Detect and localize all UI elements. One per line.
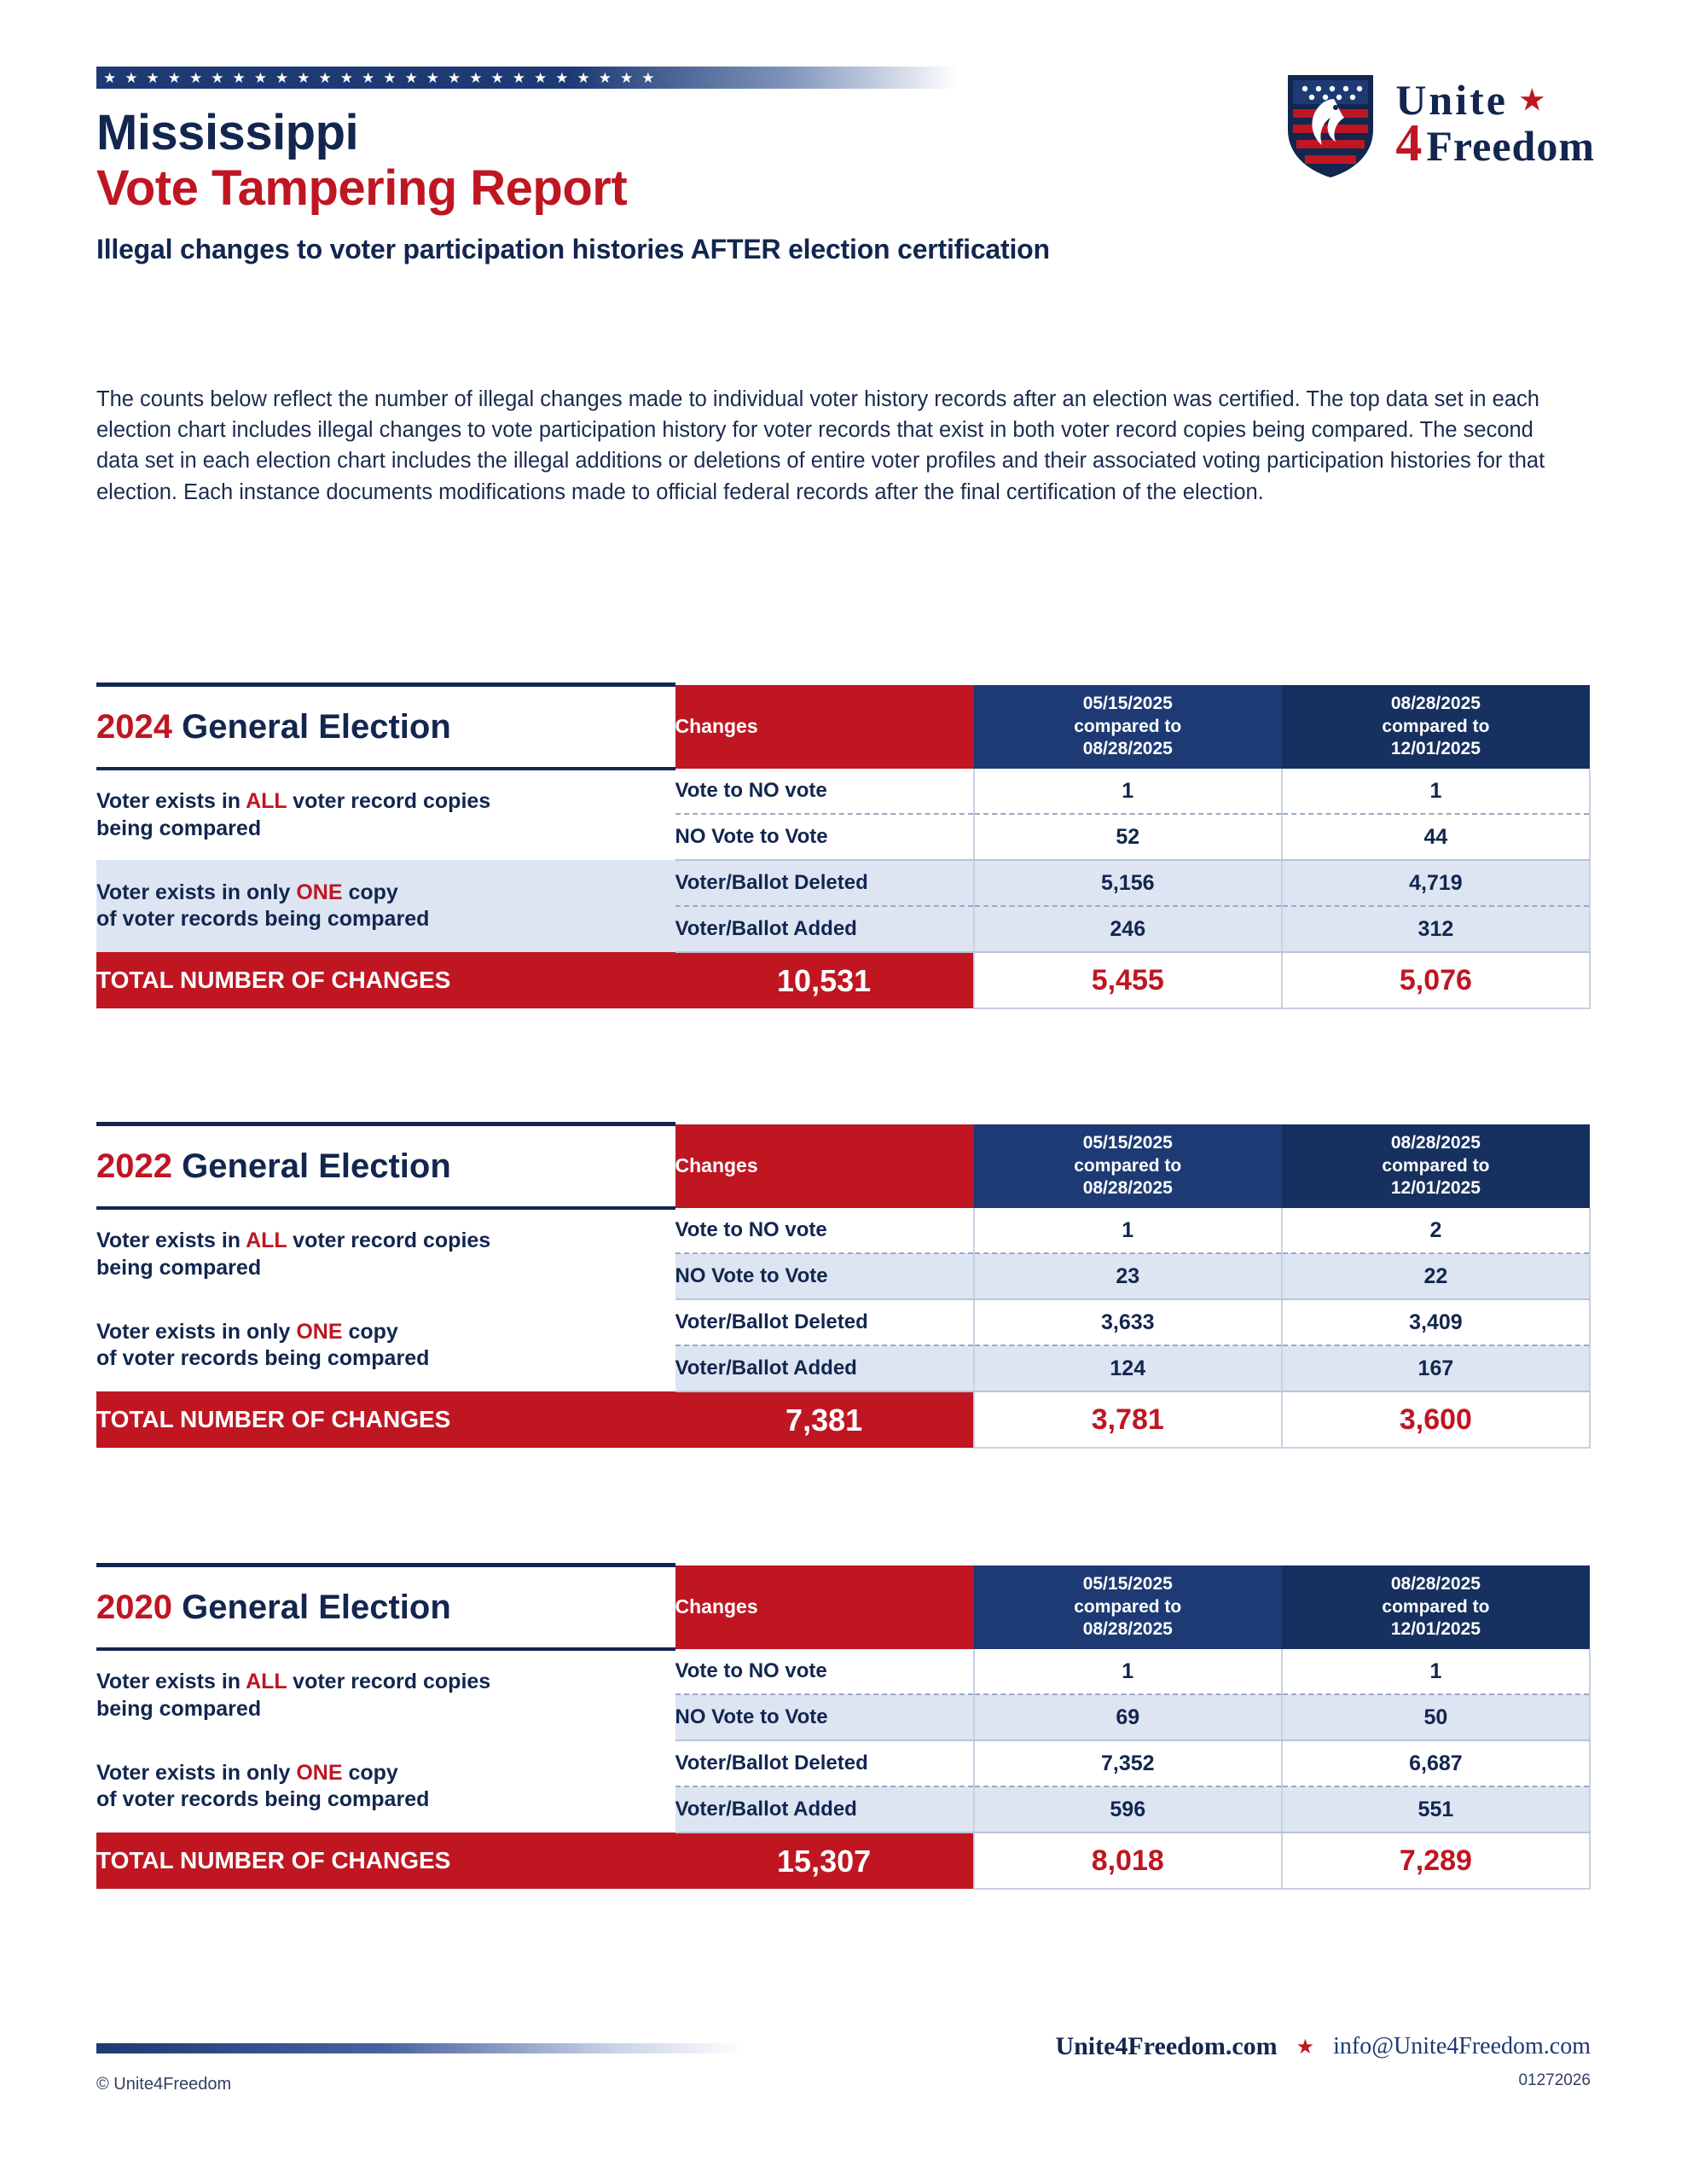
comparison-col1-header <box>974 1565 1282 1650</box>
footer-contact <box>1055 2032 1591 2061</box>
comparison-col2-header <box>1282 1565 1590 1650</box>
cell-col1: 1 <box>974 1649 1282 1694</box>
col2-date-from: 08/28/2025 <box>1390 694 1481 714</box>
star-icon: ★ <box>362 69 375 86</box>
page-subtitle: Illegal changes to voter participation histories AFTER election certification <box>96 233 1050 264</box>
cell-col1: 5,156 <box>974 860 1282 906</box>
election-year: 2024 <box>96 707 172 746</box>
cell-col1: 124 <box>974 1345 1282 1391</box>
table-row <box>96 1208 1590 1253</box>
group2-text-one: ONE <box>296 1760 343 1785</box>
row-label: Vote to NO vote <box>675 769 974 814</box>
intro-paragraph: The counts below reflect the number of illegal changes made to individual voter history records after an election was certified. The top data set in each election chart includes illegal changes to vote participation history for voter records that exist in both voter record copies being compared. The second data set in each election chart includes the illegal additions or deletions of entire voter profiles and their associated voting participation histories for that election. Each instance documents modifications made to official federal records after the final certification of the election. <box>96 387 1545 504</box>
page-title-state: Mississippi <box>96 105 359 160</box>
group1-text-all: ALL <box>246 1670 287 1694</box>
changes-column-header: Changes <box>675 1565 974 1650</box>
col1-date-from: 05/15/2025 <box>1082 694 1173 714</box>
brand-logo <box>1284 70 1595 179</box>
star-icon: ★ <box>232 69 246 86</box>
table-header-row <box>96 685 1590 770</box>
row-label: NO Vote to Vote <box>675 814 974 860</box>
cell-col2: 551 <box>1282 1786 1590 1833</box>
col2-date-to: 12/01/2025 <box>1390 738 1481 758</box>
col1-date-from: 05/15/2025 <box>1082 1133 1173 1153</box>
star-icon: ★ <box>512 69 525 86</box>
changes-column-header: Changes <box>675 1124 974 1209</box>
group1-text-c: voter record copies <box>287 1670 491 1694</box>
table-row <box>96 1649 1590 1694</box>
col1-compared-to: compared to <box>1074 1155 1182 1176</box>
total-col2: 5,076 <box>1282 952 1590 1008</box>
col2-compared-to: compared to <box>1382 716 1490 736</box>
group-label-all-copies <box>96 1649 675 1740</box>
table-title-2022 <box>96 1124 675 1209</box>
cell-col1: 7,352 <box>974 1740 1282 1786</box>
document-code: 01272026 <box>1518 2071 1591 2089</box>
star-icon: ★ <box>426 69 439 86</box>
group-label-one-copy <box>96 1740 675 1833</box>
star-icon: ★ <box>641 69 655 86</box>
cell-col2: 50 <box>1282 1694 1590 1740</box>
total-label: TOTAL NUMBER OF CHANGES <box>96 1391 675 1448</box>
logo-star-icon: ★ <box>1519 84 1547 115</box>
row-label: Vote to NO vote <box>675 1208 974 1253</box>
cell-col2: 6,687 <box>1282 1740 1590 1786</box>
star-icon: ★ <box>167 69 181 86</box>
star-icon: ★ <box>577 69 590 86</box>
col1-date-to: 08/28/2025 <box>1082 1177 1173 1198</box>
group1-text-d: being compared <box>96 1255 262 1280</box>
comparison-col1-header <box>974 1124 1282 1209</box>
cell-col2: 2 <box>1282 1208 1590 1253</box>
group1-text-all: ALL <box>246 789 287 814</box>
cell-col1: 1 <box>974 769 1282 814</box>
total-label: TOTAL NUMBER OF CHANGES <box>96 952 675 1008</box>
group2-text-one: ONE <box>296 1319 343 1344</box>
star-icon: ★ <box>555 69 569 86</box>
group1-text-a: Voter exists in <box>96 1228 246 1253</box>
changes-column-header: Changes <box>675 685 974 770</box>
page-title-report: Vote Tampering Report <box>96 160 628 216</box>
election-type: General Election <box>182 707 451 746</box>
star-icon: ★ <box>253 69 267 86</box>
star-icon: ★ <box>598 69 612 86</box>
table-title-2024 <box>96 685 675 770</box>
cell-col1: 69 <box>974 1694 1282 1740</box>
group2-text-a: Voter exists in only <box>96 1760 297 1785</box>
star-icon: ★ <box>404 69 418 86</box>
star-icon: ★ <box>146 69 159 86</box>
group1-text-all: ALL <box>246 1228 287 1253</box>
cell-col1: 23 <box>974 1253 1282 1299</box>
table-row <box>96 1740 1590 1786</box>
group-label-one-copy <box>96 1299 675 1391</box>
group2-text-d: of voter records being compared <box>96 907 430 931</box>
star-icon: ★ <box>383 69 397 86</box>
election-type: General Election <box>182 1147 451 1185</box>
row-label: Voter/Ballot Added <box>675 906 974 952</box>
cell-col1: 3,633 <box>974 1299 1282 1345</box>
cell-col1: 52 <box>974 814 1282 860</box>
star-icon: ★ <box>297 69 310 86</box>
col2-date-to: 12/01/2025 <box>1390 1177 1481 1198</box>
logo-freedom-text: Freedom <box>1426 122 1595 171</box>
group1-text-c: voter record copies <box>287 789 491 814</box>
website-link[interactable]: Unite4Freedom.com <box>1055 2032 1278 2060</box>
group2-text-a: Voter exists in only <box>96 1319 297 1344</box>
logo-wordmark <box>1395 76 1595 173</box>
cell-col2: 1 <box>1282 1649 1590 1694</box>
table-row <box>96 860 1590 906</box>
col1-compared-to: compared to <box>1074 716 1182 736</box>
cell-col2: 3,409 <box>1282 1299 1590 1345</box>
col1-date-to: 08/28/2025 <box>1082 738 1173 758</box>
group2-text-c: copy <box>342 880 398 904</box>
total-col2: 7,289 <box>1282 1833 1590 1889</box>
group-label-all-copies <box>96 1208 675 1299</box>
total-value: 15,307 <box>675 1833 974 1889</box>
total-value: 7,381 <box>675 1391 974 1448</box>
star-icon: ★ <box>125 69 138 86</box>
col1-date-from: 05/15/2025 <box>1082 1574 1173 1594</box>
star-icon: ★ <box>1296 2036 1315 2059</box>
row-label: NO Vote to Vote <box>675 1694 974 1740</box>
star-icon: ★ <box>211 69 224 86</box>
comparison-col2-header <box>1282 1124 1590 1209</box>
logo-four-text: 4 <box>1395 114 1423 173</box>
col2-date-to: 12/01/2025 <box>1390 1618 1481 1639</box>
col2-compared-to: compared to <box>1382 1155 1490 1176</box>
row-label: Vote to NO vote <box>675 1649 974 1694</box>
star-icon: ★ <box>534 69 548 86</box>
cell-col2: 44 <box>1282 814 1590 860</box>
comparison-col1-header <box>974 685 1282 770</box>
group1-text-a: Voter exists in <box>96 789 246 814</box>
cell-col2: 4,719 <box>1282 860 1590 906</box>
election-year: 2022 <box>96 1147 172 1185</box>
group1-text-d: being compared <box>96 816 262 840</box>
table-header-row <box>96 1124 1590 1209</box>
election-year: 2020 <box>96 1588 172 1626</box>
group2-text-one: ONE <box>296 880 343 904</box>
star-icon: ★ <box>189 69 203 86</box>
total-col2: 3,600 <box>1282 1391 1590 1448</box>
stars-row <box>103 67 951 89</box>
group2-text-c: copy <box>342 1760 398 1785</box>
table-total-row <box>96 1391 1590 1448</box>
total-value: 10,531 <box>675 952 974 1008</box>
cell-col2: 22 <box>1282 1253 1590 1299</box>
star-icon: ★ <box>620 69 634 86</box>
col2-date-from: 08/28/2025 <box>1390 1133 1481 1153</box>
email-link[interactable]: info@Unite4Freedom.com <box>1333 2033 1591 2059</box>
total-label: TOTAL NUMBER OF CHANGES <box>96 1833 675 1889</box>
group1-text-a: Voter exists in <box>96 1670 246 1694</box>
group2-text-c: copy <box>342 1319 398 1344</box>
table-total-row <box>96 952 1590 1008</box>
row-label: NO Vote to Vote <box>675 1253 974 1299</box>
star-icon: ★ <box>448 69 461 86</box>
table-row <box>96 769 1590 814</box>
group2-text-d: of voter records being compared <box>96 1787 430 1811</box>
cell-col1: 596 <box>974 1786 1282 1833</box>
group-label-one-copy <box>96 860 675 952</box>
cell-col2: 1 <box>1282 769 1590 814</box>
table-row <box>96 1299 1590 1345</box>
comparison-col2-header <box>1282 685 1590 770</box>
table-total-row <box>96 1833 1590 1889</box>
table-header-row <box>96 1565 1590 1650</box>
logo-unite-text: Unite <box>1395 76 1508 125</box>
group2-text-a: Voter exists in only <box>96 880 297 904</box>
col1-date-to: 08/28/2025 <box>1082 1618 1173 1639</box>
total-col1: 5,455 <box>974 952 1282 1008</box>
cell-col1: 246 <box>974 906 1282 952</box>
election-type: General Election <box>182 1588 451 1626</box>
star-icon: ★ <box>103 69 117 86</box>
election-table-2024 <box>96 682 1591 1009</box>
group1-text-c: voter record copies <box>287 1228 491 1253</box>
group2-text-d: of voter records being compared <box>96 1346 430 1370</box>
row-label: Voter/Ballot Deleted <box>675 1740 974 1786</box>
election-table-2022 <box>96 1122 1591 1449</box>
eagle-shield-icon <box>1284 70 1377 179</box>
col2-date-from: 08/28/2025 <box>1390 1574 1481 1594</box>
group-label-all-copies <box>96 769 675 860</box>
group1-text-d: being compared <box>96 1696 262 1721</box>
star-icon: ★ <box>339 69 353 86</box>
logo-line-freedom <box>1395 114 1595 173</box>
star-icon: ★ <box>490 69 504 86</box>
stars-decoration-bar <box>96 67 958 89</box>
total-col1: 8,018 <box>974 1833 1282 1889</box>
star-icon: ★ <box>275 69 289 86</box>
row-label: Voter/Ballot Added <box>675 1345 974 1391</box>
col1-compared-to: compared to <box>1074 1596 1182 1617</box>
cell-col2: 167 <box>1282 1345 1590 1391</box>
row-label: Voter/Ballot Deleted <box>675 860 974 906</box>
row-label: Voter/Ballot Added <box>675 1786 974 1833</box>
cell-col1: 1 <box>974 1208 1282 1253</box>
total-col1: 3,781 <box>974 1391 1282 1448</box>
footer-gradient-bar <box>96 2043 745 2053</box>
star-icon: ★ <box>469 69 483 86</box>
logo-line-unite <box>1395 76 1595 125</box>
row-label: Voter/Ballot Deleted <box>675 1299 974 1345</box>
table-title-2020 <box>96 1565 675 1650</box>
election-table-2020 <box>96 1563 1591 1890</box>
footer-copyright: © Unite4Freedom <box>96 2075 232 2094</box>
cell-col2: 312 <box>1282 906 1590 952</box>
star-icon: ★ <box>318 69 332 86</box>
col2-compared-to: compared to <box>1382 1596 1490 1617</box>
